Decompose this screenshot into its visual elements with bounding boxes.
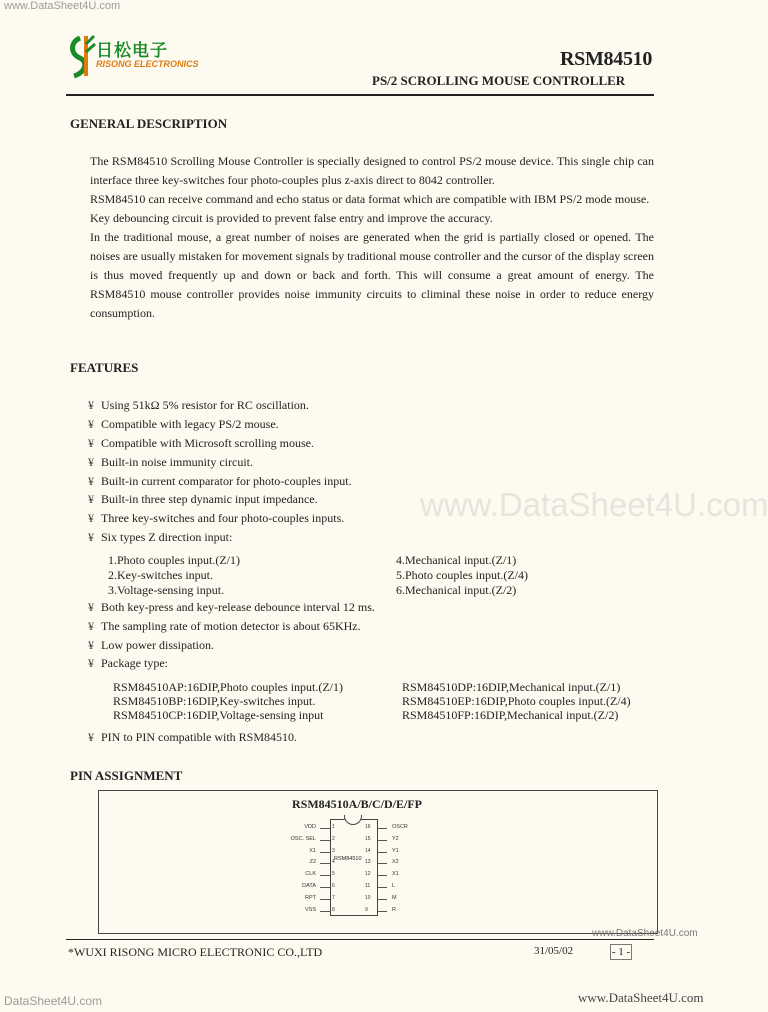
pin-assignment-heading: PIN ASSIGNMENT [70,768,183,783]
chip-label: RSM84510 [334,856,362,862]
z-type-item: 5.Photo couples input.(Z/4) [396,568,528,582]
page-number: - 1 - [611,946,631,958]
pin-name-right: OSCR [392,824,408,830]
pin-number-right: 14 [365,847,371,854]
part-number: RSM84510 [560,48,653,70]
pin-name-left: Z2 [309,859,316,866]
pin-lead-right [377,828,387,829]
pin-lead-right [377,899,387,900]
logo-english-name: RISONG ELECTRONICS [96,59,199,69]
pin-number-left: 3 [332,847,335,854]
feature-text: Both key-press and key-release debounce interval 12 ms. [101,600,375,614]
package-item: RSM84510DP:16DIP,Mechanical input.(Z/1) [402,680,621,694]
package-item: RSM84510EP:16DIP,Photo couples input.(Z/4) [402,694,631,708]
feature-item [88,436,314,451]
document-subtitle: PS/2 SCROLLING MOUSE CONTROLLER [372,73,626,88]
bullet-icon: ¥ [88,530,94,544]
pin-name-right: L [392,883,396,889]
pin-number-left: 2 [332,835,335,842]
pin-number-left: 7 [332,894,335,901]
pin-name-right: Y2 [392,835,399,842]
feature-item [88,455,253,470]
pin-name-left: VSS [304,906,316,913]
feature-item [88,656,168,671]
pin-number-right: 16 [365,824,371,830]
watermark-center: www.DataSheet4U.com [420,486,768,523]
bullet-icon: ¥ [88,436,94,450]
features-heading: FEATURES [70,360,139,375]
pin-number-left: 1 [332,824,335,830]
header-rule [66,94,654,96]
pin-number-right: 9 [365,906,368,913]
pin-lead-left [320,863,330,864]
feature-item [88,600,375,615]
pin-name-right: X2 [392,859,399,866]
pin-lead-right [377,875,387,876]
feature-item [88,417,279,432]
pin-lead-left [320,911,330,912]
general-description-heading: GENERAL DESCRIPTION [70,116,228,131]
feature-text: The sampling rate of motion detector is about 65KHz. [101,619,361,633]
pin-name-left: OSC. SEL [290,835,316,842]
pin-name-left: CLK [305,871,316,878]
general-description-body [90,152,654,323]
feature-item [88,474,352,489]
feature-text: Six types Z direction input: [101,530,233,544]
pin-lead-left [320,840,330,841]
feature-text: PIN to PIN compatible with RSM84510. [101,730,298,744]
feature-item [88,511,344,526]
bullet-icon: ¥ [88,600,94,614]
pin-name-right: R [392,906,396,913]
watermark-bottom-left[interactable]: DataSheet4U.com [4,994,103,1008]
pin-number-right: 13 [365,859,371,866]
description-paragraph: Key debouncing circuit is provided to prevent false entry and improve the accuracy. [90,211,493,225]
pin-lead-right [377,863,387,864]
feature-text: Built-in three step dynamic input impedance. [101,492,318,506]
bullet-icon: ¥ [88,638,94,652]
pin-number-left: 8 [332,906,335,913]
feature-text: Low power dissipation. [101,638,214,652]
pin-number-right: 15 [365,835,371,842]
z-type-item: 1.Photo couples input.(Z/1) [108,553,240,567]
z-type-item: 2.Key-switches input. [108,568,213,582]
z-type-item: 6.Mechanical input.(Z/2) [396,583,517,597]
pin-lead-right [377,911,387,912]
footer-rule [66,939,654,940]
package-item: RSM84510FP:16DIP,Mechanical input.(Z/2) [402,708,619,722]
z-type-item: 3.Voltage-sensing input. [108,583,225,597]
pin-name-left: VDD [304,824,316,830]
watermark-top-left[interactable]: www.DataSheet4U.com [4,0,121,12]
feature-text: Package type: [101,656,168,670]
pin-name-left: RPT [305,894,316,901]
feature-item [88,730,297,745]
description-paragraph: In the traditional mouse, a great number of noises are generated when the grid is partially closed or opened. The noises are usually mistaken for movement signals by traditional mouse controller and the cursor of the display screen is thus moved frequently up and down or back and forth. This will consume a great amount of energy. The RSM84510 mouse controller provides noise immunity circuits to climinal these noise in order to reduce energy consumption. [90,230,654,320]
pin-name-left: DATA [302,883,316,889]
pin-lead-right [377,852,387,853]
description-paragraph: RSM84510 can receive command and echo status or data format which are compatible with IBM PS/2 mode mouse. [90,192,650,206]
description-paragraph: The RSM84510 Scrolling Mouse Controller is specially designed to control PS/2 mouse device. This single chip can interface three key-switches four photo-couples plus z-axis direct to 8042 controller. [90,154,654,187]
pin-name-right: M [392,894,397,901]
pin-lead-left [320,875,330,876]
chip-body [330,819,378,916]
pin-lead-right [377,887,387,888]
feature-text: Compatible with legacy PS/2 mouse. [101,417,279,431]
pin-number-left: 4 [332,859,335,866]
z-type-item: 4.Mechanical input.(Z/1) [396,553,517,567]
bullet-icon: ¥ [88,619,94,633]
feature-text: Built-in noise immunity circuit. [101,455,253,469]
pin-name-right: Y1 [392,847,399,854]
pin-number-left: 6 [332,883,335,889]
bullet-icon: ¥ [88,398,94,412]
pin-lead-right [377,840,387,841]
pin-number-right: 12 [365,871,371,878]
package-item: RSM84510BP:16DIP,Key-switches input. [113,694,316,708]
feature-item [88,492,318,507]
pin-number-right: 10 [365,894,371,901]
pin-number-right: 11 [365,883,371,889]
feature-item [88,619,361,634]
feature-text: Built-in current comparator for photo-couples input. [101,474,352,488]
pin-name-right: X1 [392,871,399,878]
pin-diagram-title: RSM84510A/B/C/D/E/FP [292,797,423,811]
bullet-icon: ¥ [88,474,94,488]
pin-name-left: X1 [309,847,316,854]
package-item: RSM84510CP:16DIP,Voltage-sensing input [113,708,324,722]
footer-company: *WUXI RISONG MICRO ELECTRONIC CO.,LTD [68,945,323,959]
bullet-icon: ¥ [88,417,94,431]
feature-item [88,638,214,653]
feature-item [88,530,232,545]
bullet-icon: ¥ [88,492,94,506]
pin-lead-left [320,828,330,829]
pin-lead-left [320,899,330,900]
feature-text: Using 51kΩ 5% resistor for RC oscillation. [101,398,309,412]
watermark-bottom-right[interactable]: www.DataSheet4U.com [578,990,704,1005]
footer-date: 31/05/02 [534,945,574,957]
bullet-icon: ¥ [88,730,94,744]
bullet-icon: ¥ [88,511,94,525]
bullet-icon: ¥ [88,656,94,670]
bullet-icon: ¥ [88,455,94,469]
watermark-small[interactable]: www.DataSheet4U.com [592,928,698,939]
feature-text: Compatible with Microsoft scrolling mouse. [101,436,314,450]
logo-chinese-name: 日松电子 [96,41,168,61]
pin-lead-left [320,852,330,853]
package-item: RSM84510AP:16DIP,Photo couples input.(Z/1) [113,680,344,694]
feature-item [88,398,309,413]
feature-text: Three key-switches and four photo-couples inputs. [101,511,345,525]
pin-lead-left [320,887,330,888]
pin-number-left: 5 [332,871,335,878]
